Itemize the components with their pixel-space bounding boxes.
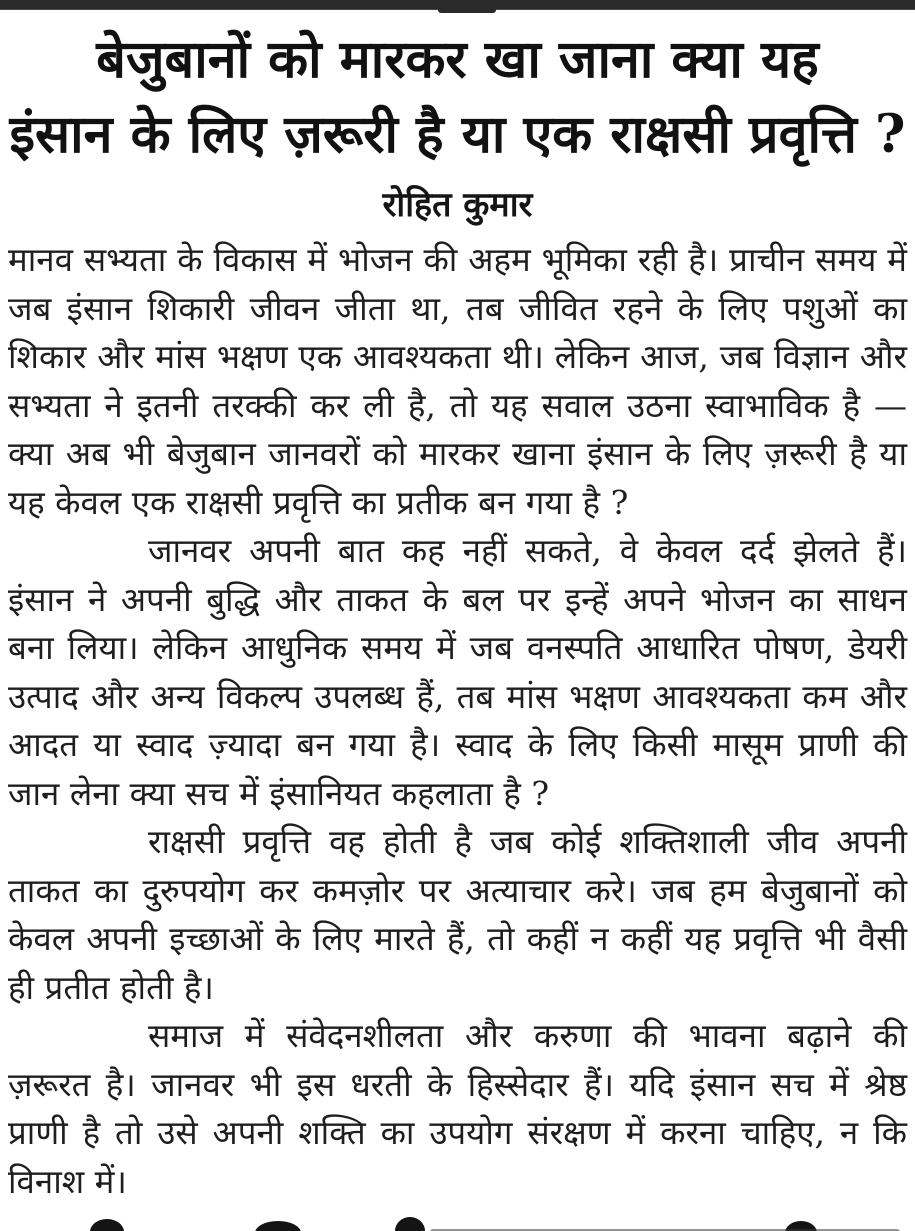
paragraph-2: जानवर अपनी बात कह नहीं सकते, वे केवल दर्द झेलते हैं। इंसान ने अपनी बुद्धि और ताकत के बल पर इन्हें अपने भोजन का साधन बना लिया। लेकिन आधुनिक समय में जब वनस्पति आधारित पोषण, डेयरी उत्पाद और अन्य विकल्प उपलब्ध हैं, तब मांस भक्षण आवश्यकता कम और आदत या स्वाद ज़्यादा बन गया है। स्वाद के लिए किसी मासूम प्राणी की जान लेना क्या सच में इंसानियत कहलाता है ? [8,531,907,813]
headline-line-2: इंसान के लिए ज़रूरी है या एक राक्षसी प्रवृत्ति ? [9,104,906,165]
article-byline: रोहित कुमार [382,185,533,225]
headline-line-1: बेजुबानों को मारकर खा जाना क्या यह [96,29,819,90]
paragraph-3: राक्षसी प्रवृत्ति वह होती है जब कोई शक्तिशाली जीव अपनी ताकत का दुरुपयोग कर कमज़ोर पर अत्याचार करे। जब हम बेजुबानों को केवल अपनी इच्छाओं के लिए मारते हैं, तो कहीं न कहीं यह प्रवृत्ति भी वैसी ही प्रतीत होती है। [8,822,907,1007]
cutoff-glyph-shape [395,1217,425,1231]
paragraph-1: मानव सभ्यता के विकास में भोजन की अहम भूमिका रही है। प्राचीन समय में जब इंसान शिकारी जीवन जीता था, तब जीवित रहने के लिए पशुओं का शिकार और मांस भक्षण एक आवश्यकता थी। लेकिन आज, जब विज्ञान और सभ्यता ने इतनी तरक्की कर ली है, तो यह सवाल उठना स्वाभाविक है — क्या अब भी बेजुबान जानवरों को मारकर खाना इंसान के लिए ज़रूरी है या यह केवल एक राक्षसी प्रवृत्ति का प्रतीक बन गया है ? [8,240,907,522]
cutoff-glyph-shape [90,1219,124,1231]
cutoff-glyph-shape [255,1221,301,1231]
cutoff-next-headline-fragment [0,1217,915,1231]
article-headline [0,22,915,172]
article-body [8,236,907,1206]
top-crop-bar-tab [438,9,496,13]
paragraph-4: समाज में संवेदनशीलता और करुणा की भावना बढ़ाने की ज़रूरत है। जानवर भी इस धरती के हिस्सेदार हैं। यदि इंसान सच में श्रेष्ठ प्राणी है तो उसे अपनी शक्ति का उपयोग संरक्षण में करना चाहिए, न कि विनाश में। [8,1016,907,1201]
